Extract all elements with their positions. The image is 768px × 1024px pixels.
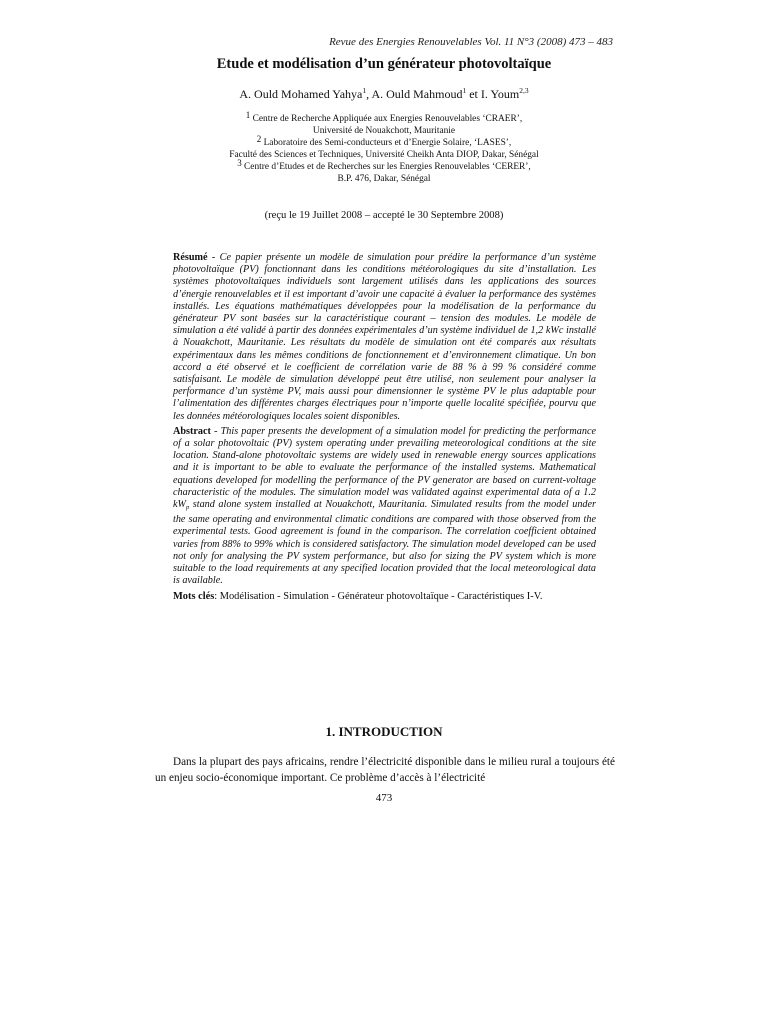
resume-paragraph <box>173 252 596 423</box>
resume-text: - Ce papier présente un modèle de simulation pour prédire la performance d’un système photovoltaïque (PV) fonctionnant dans les conditions météorologiques du site d’installation. Les systèmes photovoltaïques individuels sont largement utilisés dans les applications des sources d’énergie renouvelables et il est important d’avoir une capacité à évaluer la performance des systèmes installés. Les équations mathématiques développées pour la modélisation de la performance du générateur PV sont basées sur la caractéristique courant – tension des modules. Le modèle de simulation a été validé à partir des données expérimentales d’un système individuel de 1,2 kWc installé à Nouakchott, Mauritanie. Les résultats du modèle de simulation ont été comparés aux résultats expérimentaux dans les mêmes conditions de fonctionnement et d’environnement climatique. Un bon accord a été observé et le coefficient de corrélation varie de 88 % à 99 % considéré comme satisfaisant. Le modèle de simulation développé peut être utilisé, non seulement pour analyser la performance d’un système PV, mais aussi pour dimensionner le système PV le plus adaptable pour l’alimentation des différentes charges électriques pour n’importe quelle localité spécifiée, pourvu que les données météorologiques locales soient disponibles. <box>173 252 596 422</box>
affiliation-item <box>0 134 768 149</box>
affiliation-item <box>0 158 768 173</box>
affiliation-number: 2 <box>256 134 262 144</box>
author-name: A. Ould Mohamed Yahya <box>239 87 363 101</box>
keywords-text: : Modélisation - Simulation - Générateur photovoltaïque - Caractéristiques I-V. <box>214 591 543 603</box>
affiliation-institution: Centre d’Etudes et de Recherches sur les Energies Renouvelables ‘CERER’, <box>241 162 531 172</box>
abstract-text-continued: stand alone system installed at Nouakchott, Mauritania. Simulated results from the model under the same operating and environmental climatic conditions are compared with those observed from the experimental tests. Good agreement is found in the comparison. The correlation coefficient obtained varies from 88% to 99% which is considered satisfactory. The simulation model developed can be used not only for analysing the PV system performance, but also for sizing the PV system which is more suitable to the load requirements at any specified location provided that the local meteorological data is available. <box>173 499 596 587</box>
affiliation-number: 3 <box>237 158 242 168</box>
affiliation-item <box>0 110 768 125</box>
abstract-text: - This paper presents the development of a simulation model for predicting the performance of a solar photovoltaic (PV) system operating under prevailing meteorological conditions at the site location. Stand-alone photovoltaic systems are widely used in renewable energy sources applications and it is important to be able to evaluate the performance of the installed systems. Mathematical equations developed for modelling the performance of the PV generator are based on current-voltage characteristic of the modules. The simulation model was validated against experimental data of a 1.2 kW <box>173 425 596 511</box>
journal-header: Revue des Energies Renouvelables Vol. 11 N°3 (2008) 473 – 483 <box>329 36 613 48</box>
author-line <box>0 86 768 102</box>
introduction-body <box>155 754 615 786</box>
keywords-label: Mots clés <box>173 591 215 603</box>
abstract-subscript: p <box>186 504 190 512</box>
page-number: 473 <box>375 792 393 804</box>
author-separator: , <box>366 87 372 101</box>
affiliation-institution: Laboratoire des Semi-conducteurs et d’Energie Solaire, ‘LASES’, <box>261 138 512 148</box>
affiliation-location: Faculté des Sciences et Techniques, Université Cheikh Anta DIOP, Dakar, Sénégal <box>229 150 539 160</box>
introduction-paragraph: Dans la plupart des pays africains, rendre l’électricité disponible dans le milieu rural a toujours été un enjeu socio-économique important. Ce problème d’accès à l’électricité <box>155 756 615 784</box>
affiliation-institution: Centre de Recherche Appliquée aux Energies Renouvelables ‘CRAER’, <box>250 114 523 124</box>
author-affiliation-mark: 1 <box>462 86 467 95</box>
abstract-paragraph <box>173 426 596 588</box>
affiliation-list <box>0 110 768 185</box>
author-name: I. Youm <box>480 87 520 101</box>
paper-title: Etude et modélisation d’un générateur photovoltaïque <box>216 56 552 72</box>
author-name: A. Ould Mahmoud <box>371 87 463 101</box>
keywords-line <box>173 591 596 603</box>
author-affiliation-mark: 1 <box>362 86 367 95</box>
received-dates: (reçu le 19 Juillet 2008 – accepté le 30 Septembre 2008) <box>264 210 504 221</box>
affiliation-location: Université de Nouakchott, Mauritanie <box>312 126 456 136</box>
affiliation-number: 1 <box>245 110 251 120</box>
abstract-label: Abstract <box>173 425 211 437</box>
author-separator: et <box>466 87 481 101</box>
resume-label: Résumé <box>173 252 208 263</box>
affiliation-location: B.P. 476, Dakar, Sénégal <box>337 174 431 184</box>
author-affiliation-mark: 2,3 <box>519 86 529 95</box>
section-heading: 1. INTRODUCTION <box>325 724 443 739</box>
abstract-section <box>173 252 596 604</box>
